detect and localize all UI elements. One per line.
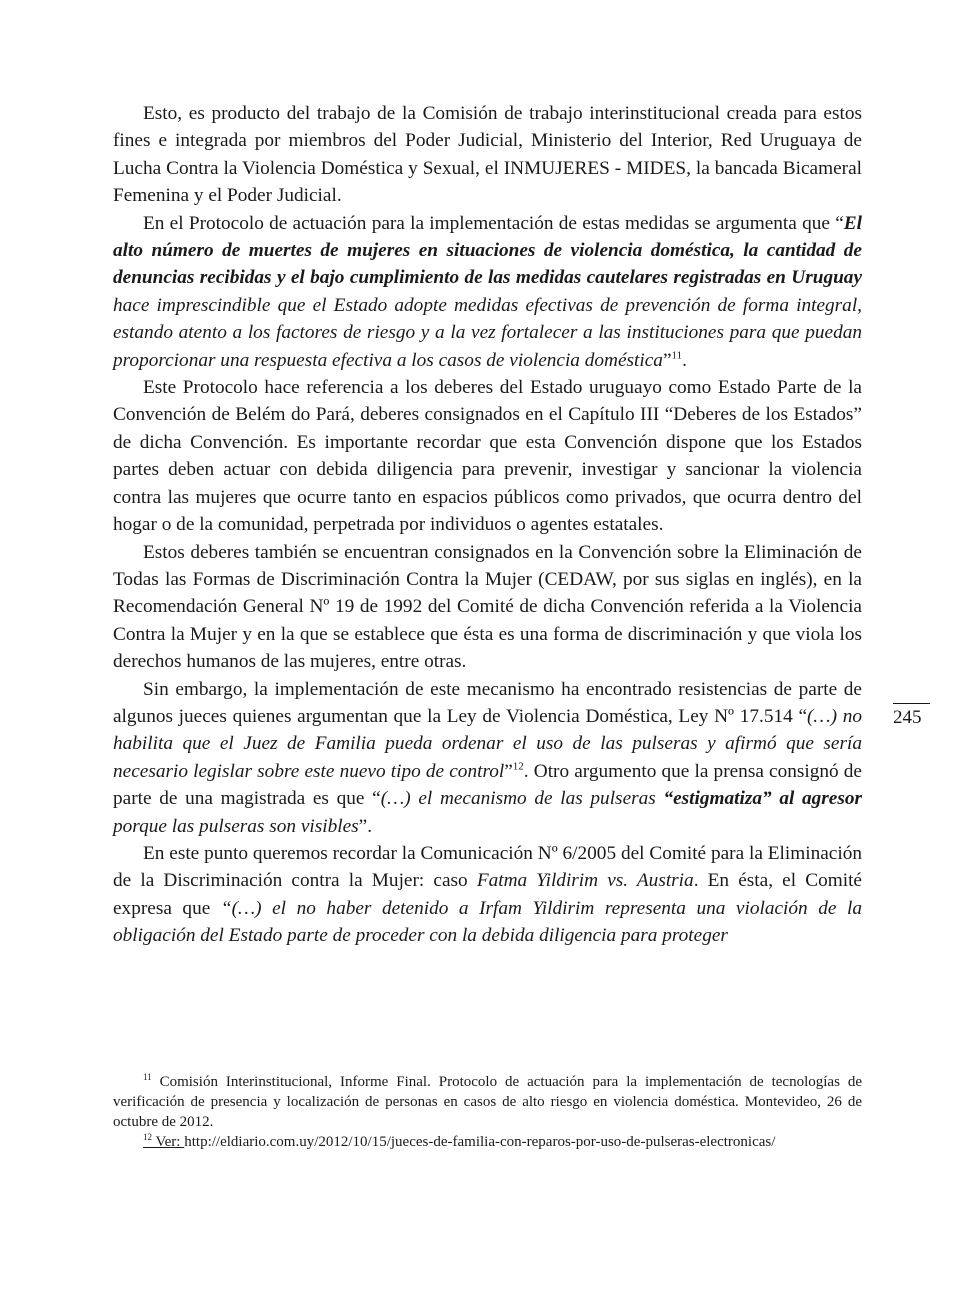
footnote-marker: 12	[143, 1132, 152, 1142]
footnote-link-label: Ver:	[152, 1134, 185, 1150]
text-run: En este punto queremos recordar la Comunicación Nº 6/2005 del Comité para la Eliminación de la Discriminación contra la Mujer: caso	[113, 842, 862, 892]
footnote-url-link[interactable]: http://eldiario.com.uy/2012/10/15/jueces-de-familia-con-reparos-por-uso-de-pulseras-electronicas/	[184, 1134, 776, 1150]
text-run: . Otro argumento que la prensa consignó de parte de una magistrada es que “	[113, 760, 862, 810]
text-run: ”	[504, 760, 513, 782]
text-run: Este Protocolo hace referencia a los deberes del Estado uruguayo como Estado Parte de la Convención de Belém do Pará, deberes consignados en el Capítulo III “Deberes de los Estados” de dicha Convención. Es importante recordar que esta Convención dispone que los Estados partes deben actuar con debida diligencia para prevenir, investigar y sancionar la violencia contra las mujeres que ocurre tanto en espacios públicos como privados, que ocurra dentro del hogar o de la comunidad, perpetrada por individuos o agentes estatales.	[113, 377, 862, 536]
text-run: Sin embargo, la implementación de este mecanismo ha encontrado resistencias de parte de algunos jueces quienes argumentan que la Ley de Violencia Doméstica, Ley Nº 17.514 “	[113, 678, 862, 727]
text-run: Estos deberes también se encuentran consignados en la Convención sobre la Eliminación de Todas las Formas de Discriminación Contra la Mujer (CEDAW, por sus siglas en inglés), en la Recomendación General Nº 19 de 1992 del Comité de dicha Convención referida a la Violencia Contra la Mujer y en la que se establece que ésta es una forma de discriminación y que viola los derechos humanos de las mujeres, entre otras.	[113, 541, 862, 673]
italic-text: (…) el mecanismo de las pulseras	[380, 788, 664, 810]
text-run: ”.	[358, 815, 373, 837]
italic-text: “(…) el no haber detenido a Irfam Yildirim representa una violación de la obligación del Estado parte de proceder con la debida diligencia para proteger	[113, 897, 862, 947]
italic-text: porque las pulseras son visibles	[113, 815, 359, 837]
page-number-rule	[893, 703, 930, 704]
text-run: . En ésta, el Comité expresa que	[113, 870, 862, 919]
bold-italic-text: El alto número de muertes de mujeres en situaciones de violencia doméstica, la cantidad de denuncias recibidas y el bajo cumplimiento de las medidas cautelares registradas en Uruguay	[113, 212, 862, 289]
footnote-ref: 12	[512, 760, 524, 773]
paragraph	[113, 539, 862, 676]
paragraph	[113, 210, 862, 374]
footnote-11	[113, 1072, 862, 1132]
italic-text: (…) no habilita que el Juez de Familia pueda ordenar el uso de las pulseras y afirmó que sería necesario legislar sobre este nuevo tipo de control	[113, 705, 862, 782]
footnote-12	[113, 1132, 862, 1152]
text-run: .	[682, 349, 687, 371]
footnote-marker: 11	[143, 1072, 152, 1082]
footnotes	[113, 1072, 862, 1152]
body-text	[113, 100, 862, 950]
paragraph	[113, 840, 862, 950]
italic-text: hace imprescindible que el Estado adopte medidas efectivas de prevención de forma integral, estando atento a los factores de riesgo y a la vez fortalecer a las instituciones para que puedan proporcionar una respuesta efectiva a los casos de violencia doméstica	[113, 294, 862, 371]
text-run: ”	[662, 349, 672, 371]
paragraph	[113, 676, 862, 840]
page-number: 245	[893, 707, 922, 728]
text-run: Esto, es producto del trabajo de la Comisión de trabajo interinstitucional creada para estos fines e integrada por miembros del Poder Judicial, Ministerio del Interior, Red Uruguaya de Lucha Contra la Violencia Doméstica y Sexual, el INMUJERES - MIDES, la bancada Bicameral Femenina y el Poder Judicial.	[113, 103, 862, 207]
footnote-ref: 11	[671, 349, 683, 362]
bold-italic-text: “estigmatiza” al agresor	[663, 788, 862, 810]
paragraph	[113, 374, 862, 538]
footnote-text: Comisión Interinstitucional, Informe Final. Protocolo de actuación para la implementación de tecnologías de verificación de presencia y localización de personas en casos de alto riesgo en violencia doméstica. Montevideo, 26 de octubre de 2012.	[113, 1074, 862, 1130]
text-run: En el Protocolo de actuación para la implementación de estas medidas se argumenta que “	[143, 212, 844, 234]
italic-text: Fatma Yildirim vs. Austria	[476, 870, 694, 892]
paragraph	[113, 100, 862, 210]
